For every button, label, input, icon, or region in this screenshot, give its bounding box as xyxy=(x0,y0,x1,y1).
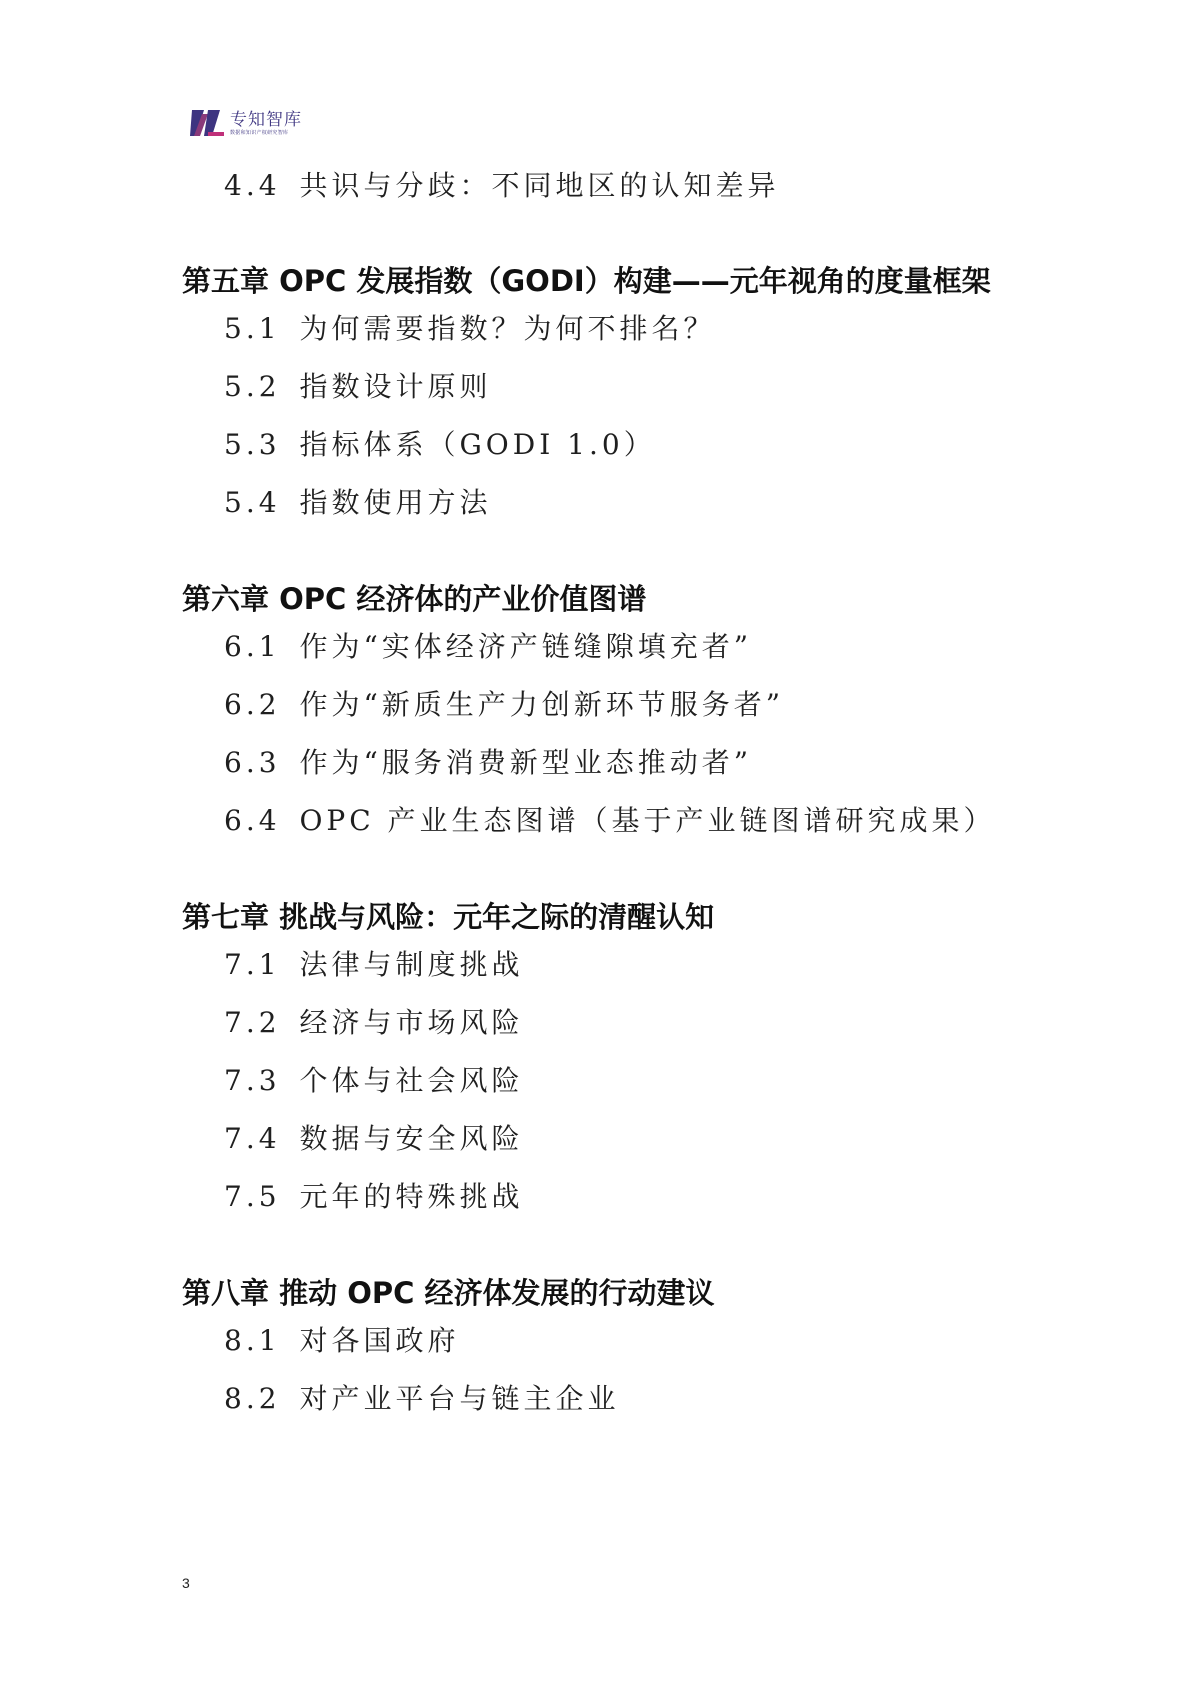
toc-item: 6.1 作为“实体经济产链缝隙填充者” xyxy=(224,630,753,663)
toc-item: 5.4 指数使用方法 xyxy=(224,486,492,519)
chapter-heading: 第六章 OPC 经济体的产业价值图谱 xyxy=(182,582,647,616)
toc-item: 6.4 OPC 产业生态图谱（基于产业链图谱研究成果） xyxy=(224,804,996,837)
toc-item: 8.2 对产业平台与链主企业 xyxy=(224,1382,620,1415)
zhuanzhi-logo-icon xyxy=(190,108,224,138)
toc-item: 4.4 共识与分歧：不同地区的认知差异 xyxy=(224,169,780,202)
logo-name: 专知智库 xyxy=(230,110,302,130)
toc-item: 5.2 指数设计原则 xyxy=(224,370,492,403)
toc-item: 8.1 对各国政府 xyxy=(224,1324,460,1357)
toc-item: 7.2 经济与市场风险 xyxy=(224,1006,524,1039)
logo xyxy=(190,108,302,138)
toc-item: 6.3 作为“服务消费新型业态推动者” xyxy=(224,746,753,779)
logo-subtitle: 数据和知识产权研究智库 xyxy=(230,130,289,136)
toc-item: 7.3 个体与社会风险 xyxy=(224,1064,524,1097)
toc-item: 7.5 元年的特殊挑战 xyxy=(224,1180,524,1213)
chapter-heading: 第五章 OPC 发展指数（GODI）构建——元年视角的度量框架 xyxy=(182,264,991,298)
toc-item: 7.1 法律与制度挑战 xyxy=(224,948,524,981)
toc-item: 5.1 为何需要指数？为何不排名？ xyxy=(224,312,716,345)
toc-item: 7.4 数据与安全风险 xyxy=(224,1122,524,1155)
page-number: 3 xyxy=(182,1575,190,1591)
chapter-heading: 第七章 挑战与风险：元年之际的清醒认知 xyxy=(182,900,715,934)
toc-item: 6.2 作为“新质生产力创新环节服务者” xyxy=(224,688,785,721)
toc-item: 5.3 指标体系（GODI 1.0） xyxy=(224,428,656,461)
chapter-heading: 第八章 推动 OPC 经济体发展的行动建议 xyxy=(182,1276,715,1310)
